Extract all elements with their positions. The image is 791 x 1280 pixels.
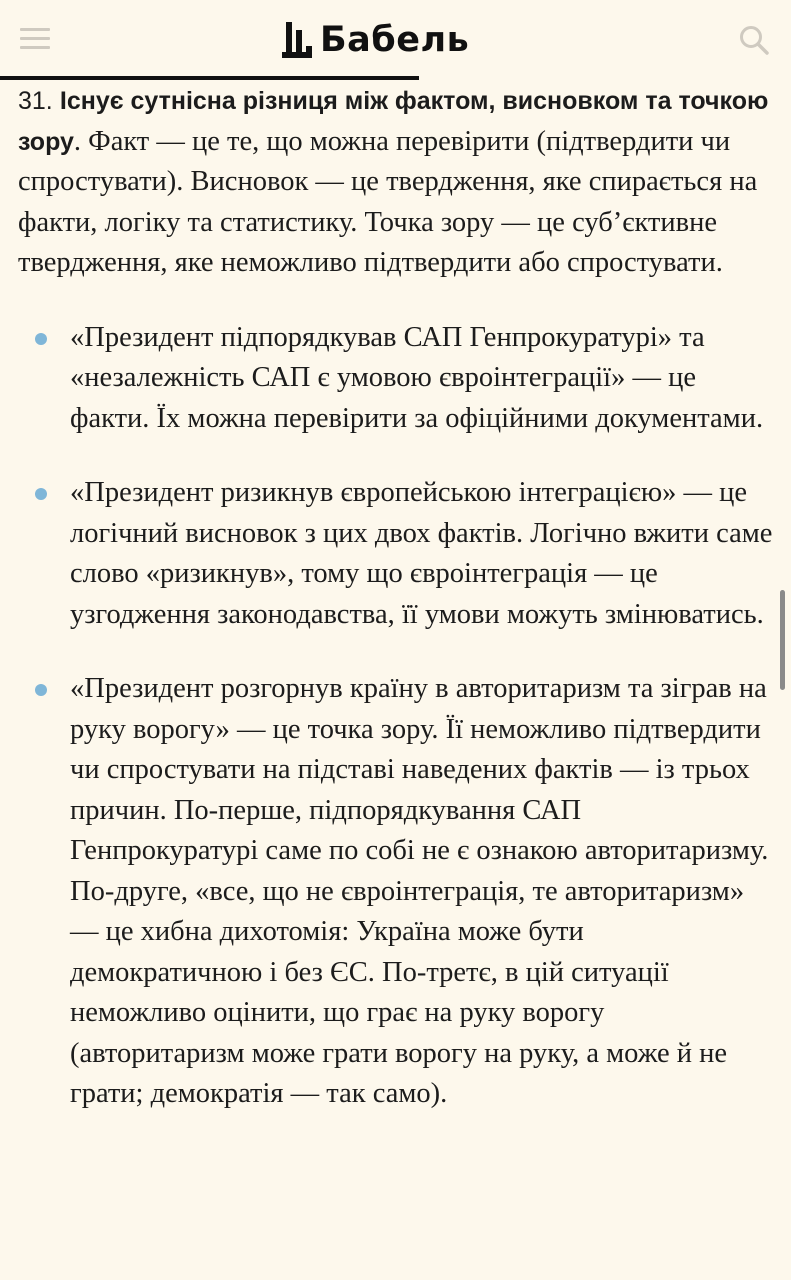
list-item-text: «Президент ризикнув європейською інтеграцією» — це логічний висновок з цих двох фактів. Логічно вжити саме слово «ризикнув», тому що євроінтеграція — це узгодження законодавства, її умови можуть змінюватись.: [70, 477, 773, 630]
intro-bold-text: Існує сутнісна різниця між фактом, висновком та точкою зору: [18, 87, 769, 156]
list-item: [18, 473, 773, 635]
list-item: [18, 318, 773, 440]
intro-paragraph: [18, 80, 773, 284]
list-item: [18, 669, 773, 1115]
list-item-text: «Президент розгорнув країну в авторитаризм та зіграв на руку ворогу» — це точка зору. Її неможливо підтвердити чи спростувати на підставі наведених фактів — із трьох причин. По-перше, підпорядкування САП Генпрокуратурі саме по собі не є ознакою авторитаризму. По-друге, «все, що не євроінтеграція, те авторитаризм» — це хибна дихотомія: Україна може бути демократичною і без ЄС. По-третє, в цій ситуації неможливо оцінити, що грає на руку ворогу (авторитаризм може грати ворогу на руку, а може й не грати; демократія — так само).: [70, 673, 769, 1109]
bullet-dot-icon: [35, 333, 47, 345]
article-body: [18, 80, 773, 1115]
babel-logo-mark-icon: [282, 20, 314, 60]
item-number: 31.: [18, 87, 53, 115]
bullet-list: [18, 318, 773, 1115]
bullet-dot-icon: [35, 684, 47, 696]
intro-text: . Факт — це те, що можна перевірити (підтвердити чи спростувати). Висновок — це твердження, яке спирається на факти, логіку та статистику. Точка зору — це суб’єктивне твердження, яке неможливо підтвердити або спростувати.: [18, 125, 758, 278]
logo-text: Бабель: [320, 19, 470, 60]
search-icon[interactable]: [738, 24, 770, 56]
site-logo[interactable]: [282, 17, 469, 63]
hamburger-menu-icon[interactable]: [20, 28, 50, 50]
bullet-dot-icon: [35, 488, 47, 500]
scrollbar-thumb[interactable]: [780, 590, 785, 690]
top-header: [0, 0, 791, 78]
list-item-text: «Президент підпорядкував САП Генпрокуратурі» та «незалежність САП є умовою євроінтеграції» — це факти. Їх можна перевірити за офіційними документами.: [70, 321, 764, 434]
